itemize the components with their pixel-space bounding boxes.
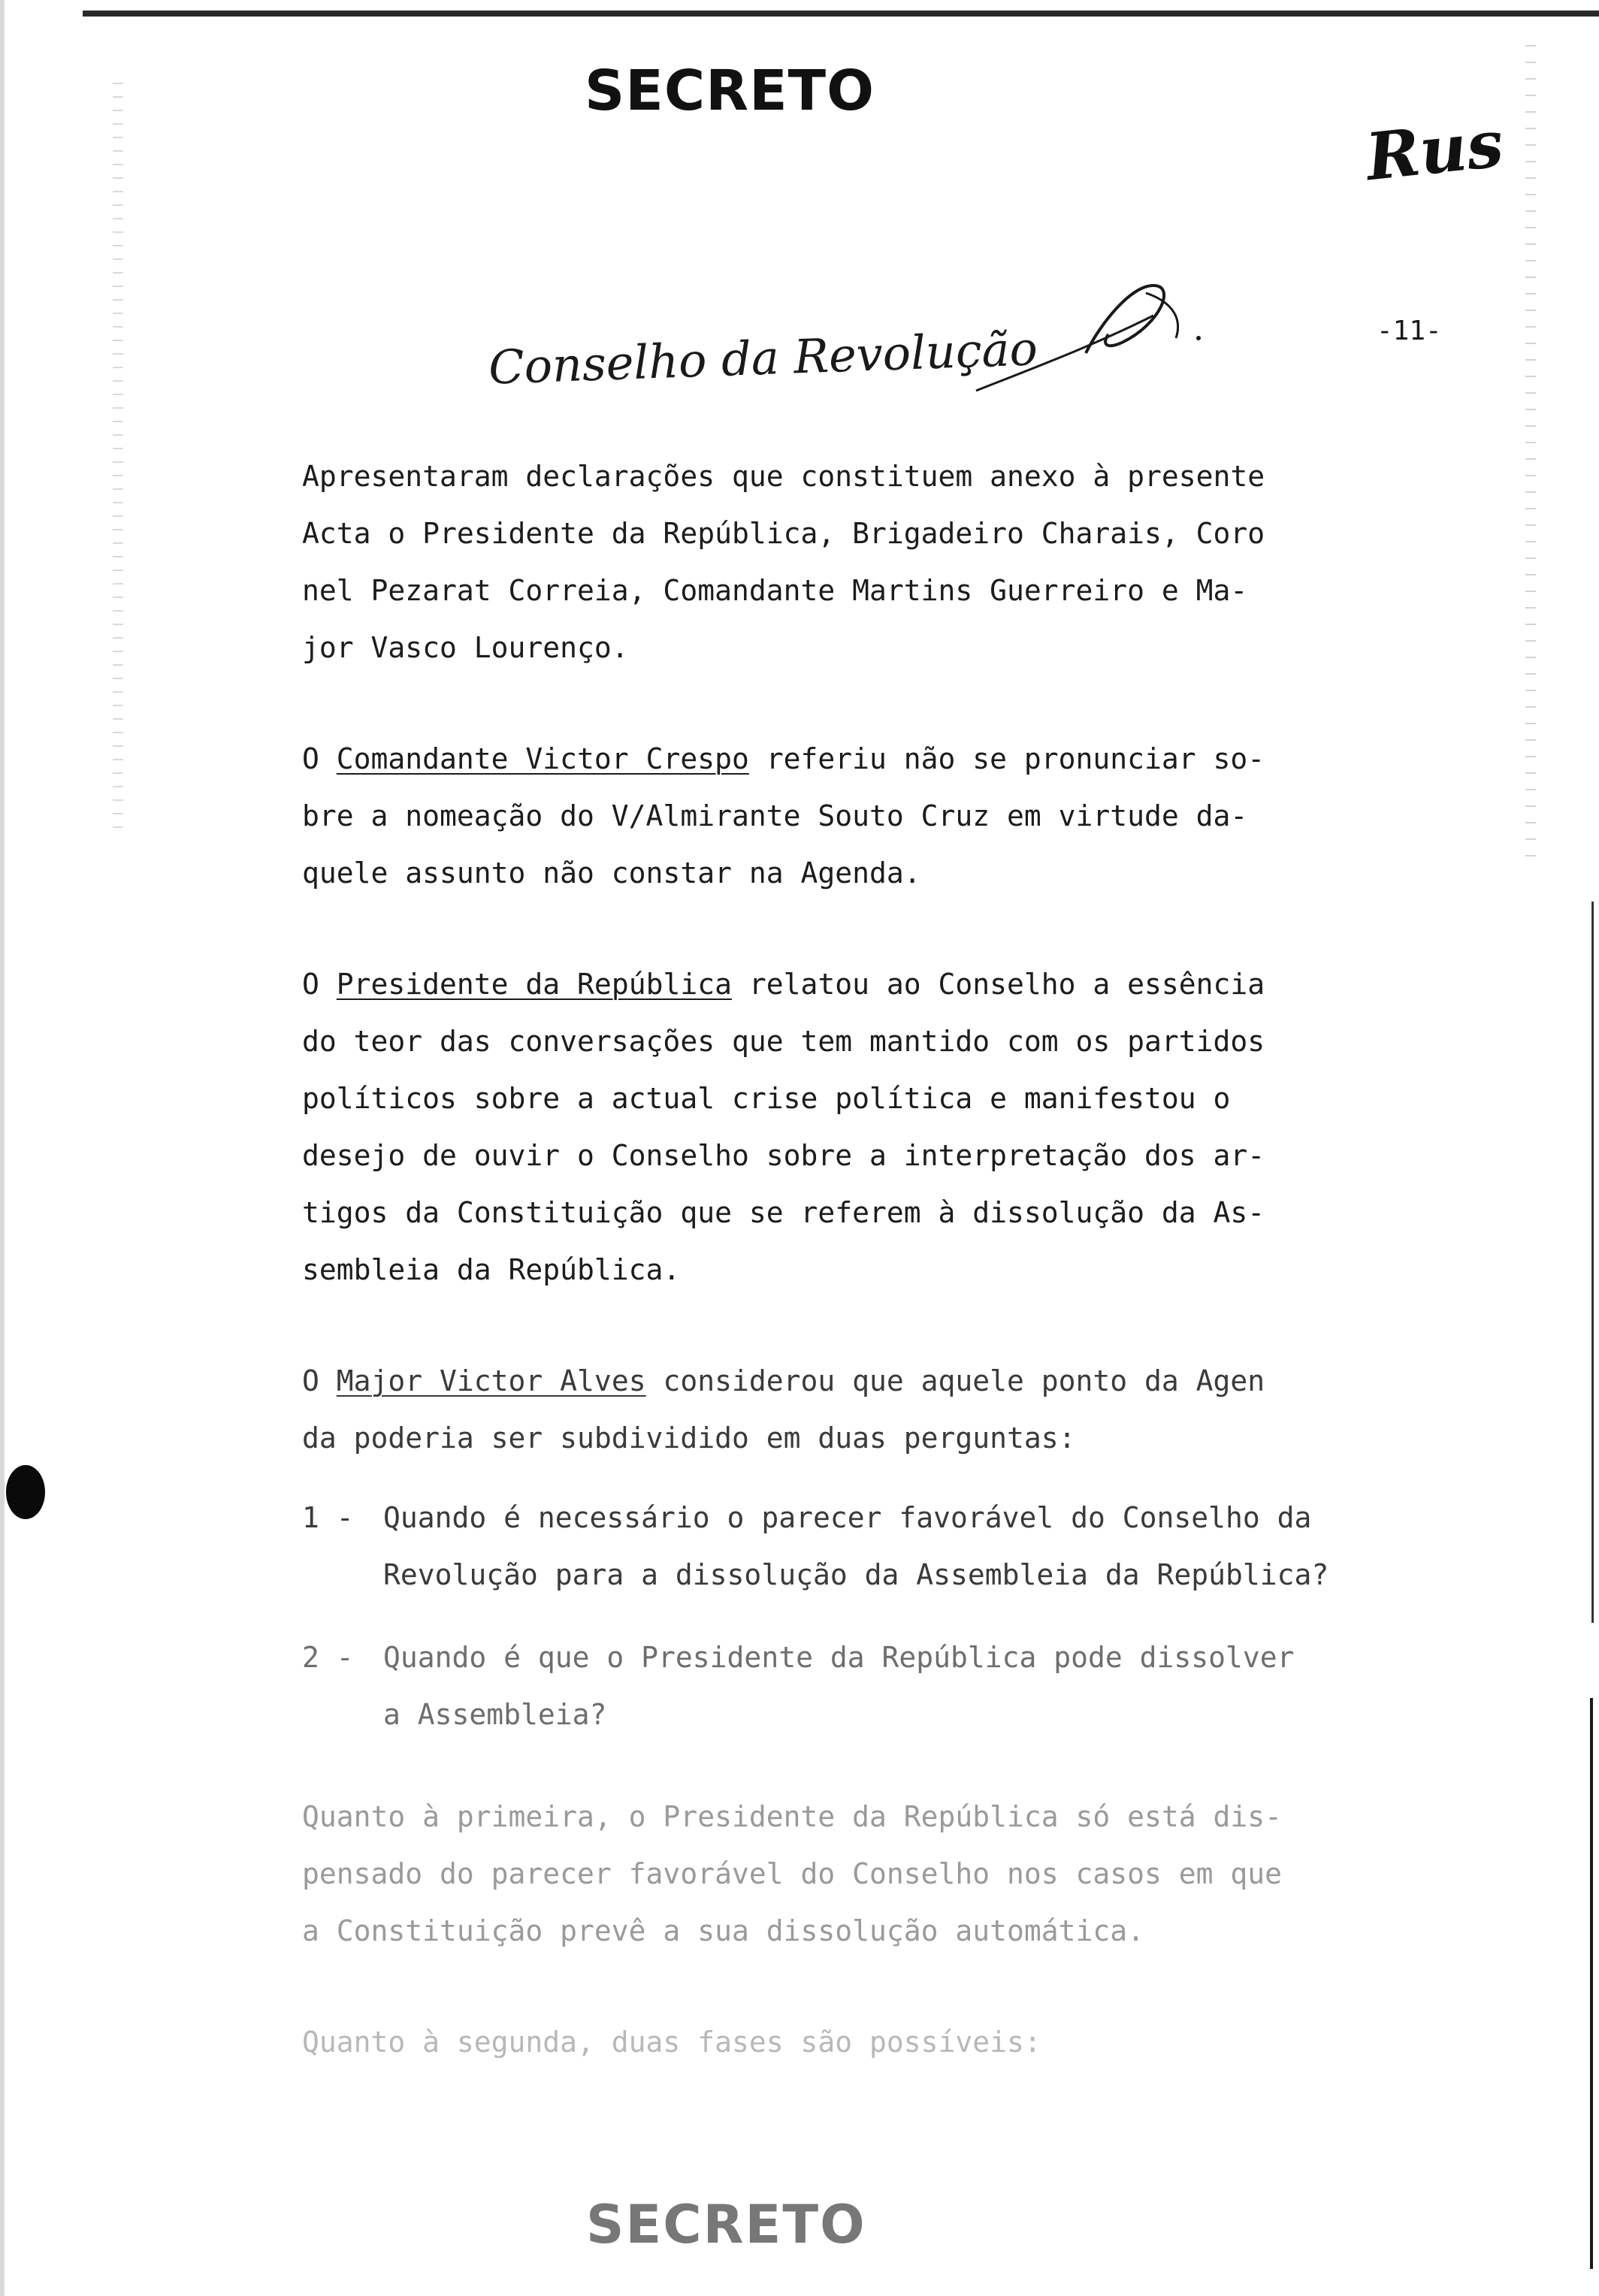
document-body	[302, 448, 1429, 2125]
scan-speckle-right	[1525, 45, 1536, 872]
text-line: políticos sobre a actual crise política e manifestou o	[302, 1082, 1231, 1115]
classification-stamp-top: SECRETO	[585, 59, 875, 123]
text-line: a Assembleia?	[383, 1698, 607, 1731]
text-fragment: referiu não se pronunciar so-	[748, 742, 1265, 775]
text-line: Revolução para a dissolução da Assembleia da República?	[383, 1558, 1329, 1591]
paragraph-victor-alves	[302, 1352, 1429, 1467]
classification-stamp-bottom: SECRETO	[586, 2194, 866, 2255]
list-number: 2 -	[302, 1641, 354, 1674]
text-fragment: O	[302, 742, 337, 775]
text-line: da poderia ser subdividido em duas perguntas:	[302, 1421, 1076, 1455]
text-line: bre a nomeação do V/Almirante Souto Cruz em virtude da-	[302, 799, 1248, 832]
signature-flourish	[973, 270, 1214, 406]
list-item-question-2	[302, 1629, 1429, 1743]
speaker-name: Presidente da República	[336, 968, 732, 1001]
text-line: Acta o Presidente da República, Brigadeiro Charais, Coro	[302, 517, 1265, 550]
scan-edge-top	[83, 11, 1599, 17]
speaker-name: Major Victor Alves	[336, 1364, 646, 1397]
text-fragment: relatou ao Conselho a essência	[731, 968, 1265, 1001]
punch-hole	[6, 1465, 45, 1519]
speaker-name: Comandante Victor Crespo	[336, 742, 749, 775]
text-fragment: O	[302, 968, 337, 1001]
text-line: nel Pezarat Correia, Comandante Martins Guerreiro e Ma-	[302, 574, 1248, 607]
text-fragment: O	[302, 1364, 337, 1397]
paragraph-declarations	[302, 448, 1429, 676]
page-number: -11-	[1377, 316, 1442, 346]
list-text	[383, 1629, 1429, 1743]
scan-edge-right-lower	[1590, 1698, 1593, 2269]
text-line: Quando é necessário o parecer favorável do Conselho da	[383, 1501, 1312, 1534]
paragraph-victor-crespo	[302, 730, 1429, 902]
list-number: 1 -	[302, 1501, 354, 1534]
paragraph-second-answer: Quanto à segunda, duas fases são possíveis:	[302, 2026, 1041, 2059]
paragraph-president	[302, 956, 1429, 1298]
scan-speckle-left	[113, 83, 123, 834]
list-text	[383, 1489, 1429, 1603]
text-line: pensado do parecer favorável do Conselho nos casos em que	[302, 1857, 1283, 1890]
text-line: jor Vasco Lourenço.	[302, 631, 629, 664]
text-line: Apresentaram declarações que constituem anexo à presente	[302, 460, 1265, 493]
text-line: sembleia da República.	[302, 1253, 681, 1286]
text-line: Quando é que o Presidente da República pode dissolver	[383, 1641, 1295, 1674]
text-line: Quanto à primeira, o Presidente da República só está dis-	[302, 1800, 1283, 1833]
text-line: do teor das conversações que tem mantido com os partidos	[302, 1025, 1265, 1058]
text-line: desejo de ouvir o Conselho sobre a interpretação dos ar-	[302, 1139, 1265, 1172]
letterhead-title: Conselho da Revolução	[487, 321, 1038, 395]
scan-edge-right-upper	[1591, 902, 1594, 1623]
handwritten-initials: Rus	[1362, 105, 1507, 196]
text-line: a Constituição prevê a sua dissolução automática.	[302, 1914, 1145, 1947]
list-item-question-1	[302, 1489, 1429, 1603]
scan-edge-left	[0, 0, 5, 2296]
text-line: tigos da Constituição que se referem à dissolução da As-	[302, 1196, 1265, 1229]
text-line: quele assunto não constar na Agenda.	[302, 856, 921, 890]
text-fragment: considerou que aquele ponto da Agen	[645, 1364, 1265, 1397]
paragraph-first-answer	[302, 1788, 1429, 1959]
